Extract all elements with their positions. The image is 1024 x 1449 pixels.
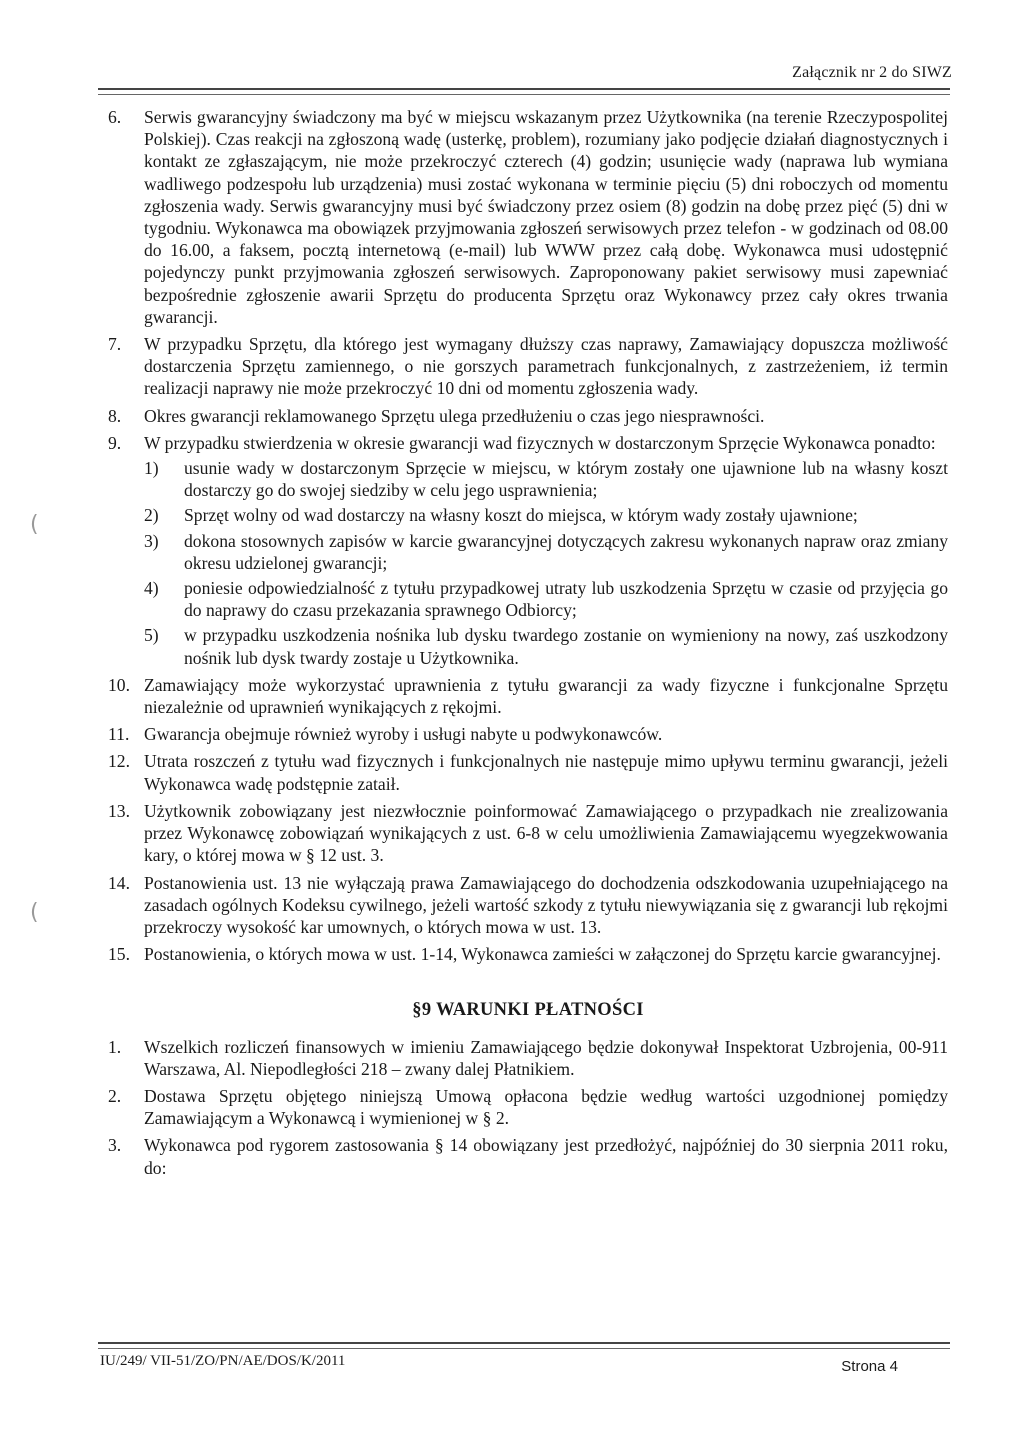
- section-title: §9 WARUNKI PŁATNOŚCI: [412, 1000, 644, 1021]
- subclause-number: 3): [144, 530, 159, 551]
- payment-clause-2: [108, 1085, 948, 1129]
- subclause-1: [144, 457, 948, 501]
- clause-text: Serwis gwarancyjny świadczony ma być w miejscu wskazanym przez Użytkownika (na terenie Rzeczypospolitej Polskiej). Czas reakcji na zgłoszoną wadę (usterkę, problem), rozumiany jako podjęcie działań diagnostycznych i kontakt ze zgłaszającym, nie może przekroczyć czterech (4) godzin; usunięcie wady (naprawa lub wymiana wadliwego podzespołu lub urządzenia) musi zostać wykonana w terminie pięciu (5) dni roboczych od momentu zgłoszenia wady. Serwis gwarancyjny musi być świadczony przez osiem (8) godzin na dobę przez pięć (5) dni w tygodniu. Wykonawca ma obowiązek przyjmowania zgłoszeń serwisowych przez telefon - w godzinach od 08.00 do 16.00, a faksem, pocztą internetową (e-mail) lub WWW przez całą dobę. Wykonawca musi udostępnić pojedynczy punkt przyjmowania zgłoszeń serwisowych. Zaproponowany pakiet serwisowy musi zapewniać bezpośrednie zgłoszenie awarii Sprzętu do producenta Sprzętu oraz Wykonawcy przez cały okres trwania gwarancji.: [144, 107, 948, 327]
- subclause-number: 4): [144, 578, 159, 599]
- attachment-label: Załącznik nr 2 do SIWZ: [792, 64, 952, 81]
- clause-number: 8.: [108, 405, 122, 426]
- clause-13: [108, 800, 948, 867]
- margin-bracket-mark: (: [30, 900, 39, 925]
- clause-15: [108, 943, 948, 965]
- clause-11: [108, 723, 948, 745]
- clause-number: 11.: [108, 724, 130, 745]
- clause-text: Użytkownik zobowiązany jest niezwłocznie poinformować Zamawiającego o przypadkach nie zrealizowania przez Wykonawcę zobowiązań wynikających z ust. 6-8 w celu umożliwienia Zamawiającemu wyegzekwowania kary, o której mowa w § 12 ust. 3.: [144, 800, 948, 866]
- clause-14: [108, 872, 948, 939]
- payment-clause-1: [108, 1036, 948, 1080]
- clause-text: Okres gwarancji reklamowanego Sprzętu ulega przedłużeniu o czas jego niesprawności.: [144, 405, 765, 426]
- clause-text: Zamawiający może wykorzystać uprawnienia z tytułu gwarancji za wady fizyczne i funkcjonalne Sprzętu niezależnie od uprawnień wynikających z rękojmi.: [144, 674, 948, 718]
- footer-rule: [98, 1342, 950, 1349]
- payment-clause-3: [108, 1134, 948, 1178]
- subclause-text: usunie wady w dostarczonym Sprzęcie w miejscu, w którym zostały one ujawnione lub na własny koszt dostarczy go do swojej siedziby w celu jego usprawnienia;: [184, 458, 948, 501]
- clause-text: Postanowienia, o których mowa w ust. 1-14, Wykonawca zamieści w załączonej do Sprzętu karcie gwarancyjnej.: [144, 944, 941, 965]
- clause-12: [108, 750, 948, 794]
- clause-text: W przypadku stwierdzenia w okresie gwarancji wad fizycznych w dostarczonym Sprzęcie Wykonawca ponadto:: [144, 432, 936, 453]
- subclause-number: 2): [144, 505, 159, 526]
- clause-number: 10.: [108, 674, 130, 695]
- subclause-number: 1): [144, 458, 159, 479]
- clause-9: [108, 432, 948, 669]
- clause-text: W przypadku Sprzętu, dla którego jest wymagany dłuższy czas naprawy, Zamawiający dopuszcza możliwość dostarczenia Sprzętu zamiennego, o nie gorszych parametrach funkcjonalnych, z zastrzeżeniem, iż termin realizacji naprawy nie może przekroczyć 10 dni od momentu zgłoszenia wady.: [144, 334, 948, 399]
- subclause-3: [144, 530, 948, 574]
- subclause-5: [144, 624, 948, 668]
- clause-7: [108, 333, 948, 400]
- clause-number: 3.: [108, 1135, 122, 1156]
- document-body: [108, 106, 948, 1184]
- subclause-4: [144, 577, 948, 621]
- clause-number: 9.: [108, 432, 122, 453]
- clause-text: Utrata roszczeń z tytułu wad fizycznych i funkcjonalnych nie następuje mimo upływu terminu gwarancji, jeżeli Wykonawca wadę podstępnie zataił.: [144, 751, 948, 794]
- subclause-number: 5): [144, 625, 159, 646]
- page-number: Strona 4: [841, 1358, 898, 1375]
- margin-bracket-mark: (: [30, 512, 39, 537]
- clause-8: [108, 405, 948, 427]
- clause-number: 15.: [108, 944, 130, 965]
- subclause-text: poniesie odpowiedzialność z tytułu przypadkowej utraty lub uszkodzenia Sprzętu w czasie od przyjęcia go do naprawy do czasu przekazania sprawnego Odbiorcy;: [184, 578, 948, 621]
- clause-text: Postanowienia ust. 13 nie wyłączają prawa Zamawiającego do dochodzenia odszkodowania uzupełniającego na zasadach ogólnych Kodeksu cywilnego, jeżeli wartość szkody z tytułu niewywiązania się z gwarancji lub rękojmi przekroczy wysokość kar umownych, o których mowa w ust. 13.: [144, 872, 948, 937]
- clause-text: Gwarancja obejmuje również wyroby i usługi nabyte u podwykonawców.: [144, 724, 663, 745]
- subclause-text: dokona stosownych zapisów w karcie gwarancyjnej dotyczących zakresu wykonanych napraw oraz zmiany okresu udzielonej gwarancji;: [184, 530, 948, 573]
- clause-text: Wszelkich rozliczeń finansowych w imieniu Zamawiającego będzie dokonywał Inspektorat Uzbrojenia, 00-911 Warszawa, Al. Niepodległości 218 – zwany dalej Płatnikiem.: [144, 1036, 948, 1079]
- clause-text: Dostawa Sprzętu objętego niniejszą Umową opłacona będzie według wartości uzgodnionej pomiędzy Zamawiającym a Wykonawcą i wymienionej w § 2.: [144, 1085, 948, 1129]
- document-reference: IU/249/ VII-51/ZO/PN/AE/DOS/K/2011: [100, 1353, 346, 1369]
- subclause-2: [144, 504, 948, 526]
- subclause-text: Sprzęt wolny od wad dostarczy na własny koszt do miejsca, w którym wady zostały ujawnione;: [184, 505, 858, 526]
- clause-text: Wykonawca pod rygorem zastosowania § 14 obowiązany jest przedłożyć, najpóźniej do 30 sierpnia 2011 roku, do:: [144, 1135, 948, 1178]
- clause-number: 13.: [108, 800, 130, 821]
- clause-number: 7.: [108, 334, 122, 355]
- clause-number: 6.: [108, 107, 122, 127]
- clause-number: 12.: [108, 751, 130, 772]
- clause-number: 2.: [108, 1085, 122, 1106]
- clause-number: 1.: [108, 1036, 122, 1057]
- clause-number: 14.: [108, 872, 130, 893]
- clause-10: [108, 674, 948, 718]
- subclause-text: w przypadku uszkodzenia nośnika lub dysku twardego zostanie on wymieniony na nowy, zaś uszkodzony nośnik lub dysk twardy zostaje u Użytkownika.: [184, 625, 948, 668]
- header-rule: [98, 88, 950, 95]
- clause-6: [108, 106, 948, 328]
